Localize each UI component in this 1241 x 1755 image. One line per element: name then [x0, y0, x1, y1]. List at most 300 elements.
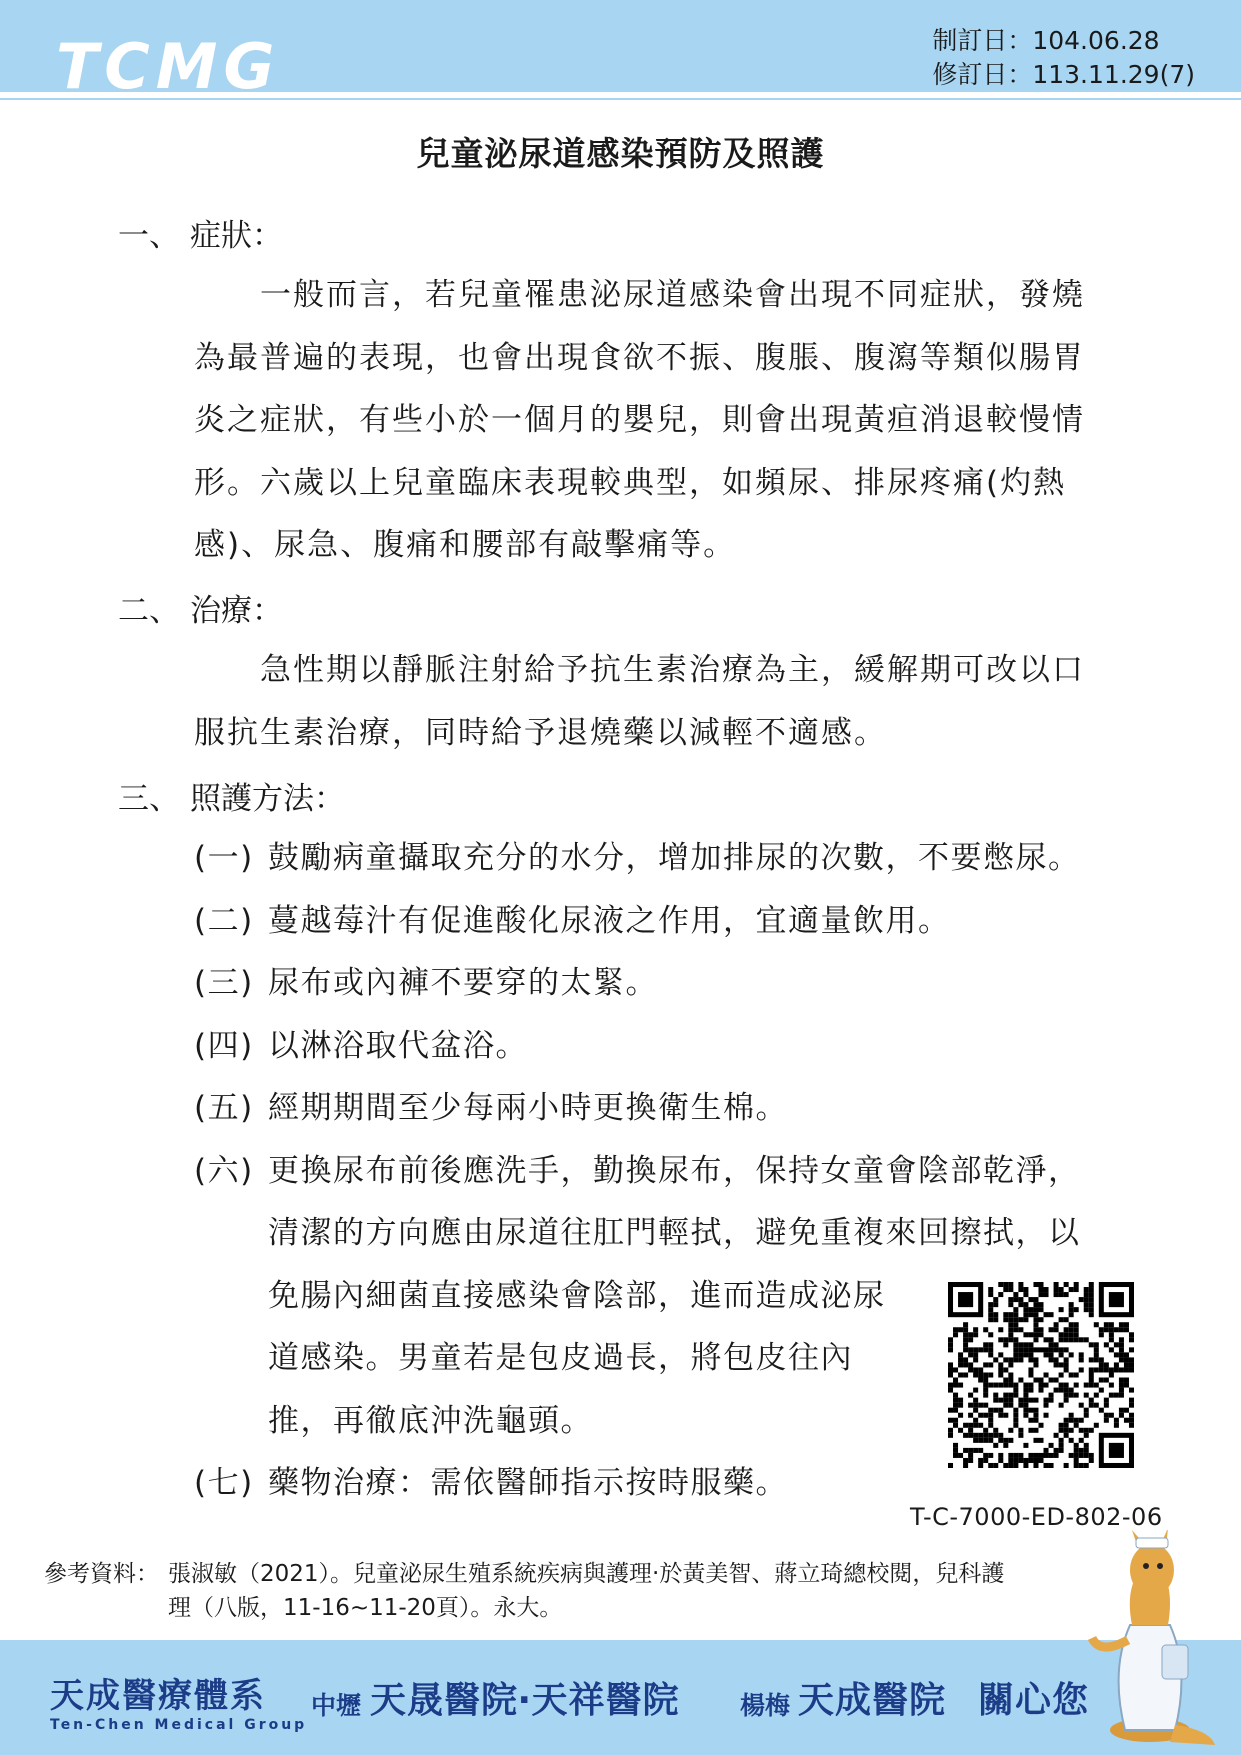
qr-module [973, 1448, 978, 1453]
qr-module [973, 1352, 978, 1357]
qr-module [1114, 1352, 1119, 1357]
qr-module [1119, 1367, 1124, 1372]
qr-module [998, 1352, 1003, 1357]
qr-module [1018, 1297, 1023, 1302]
qr-module [1028, 1357, 1033, 1362]
qr-module [1079, 1352, 1084, 1357]
qr-module [1109, 1322, 1114, 1327]
qr-module [1094, 1367, 1099, 1372]
qr-module [988, 1312, 993, 1317]
qr-module [1069, 1287, 1074, 1292]
qr-module [1018, 1327, 1023, 1332]
qr-module [973, 1327, 978, 1332]
qr-module [1124, 1327, 1129, 1332]
qr-module [983, 1372, 988, 1377]
qr-module [1074, 1307, 1079, 1312]
qr-module [1003, 1342, 1008, 1347]
list-item-text: 蔓越莓汁有促進酸化尿液之作用，宜適量飲用。 [268, 902, 951, 939]
qr-module [1028, 1418, 1033, 1423]
qr-module [1114, 1342, 1119, 1347]
qr-module [983, 1327, 988, 1332]
qr-module [1059, 1438, 1064, 1443]
qr-module [1038, 1317, 1043, 1322]
qr-module [1084, 1408, 1089, 1413]
qr-module [1049, 1312, 1054, 1317]
qr-module [1104, 1362, 1109, 1367]
qr-module [1013, 1317, 1018, 1322]
page-title: 兒童泌尿道感染預防及照護 [416, 134, 825, 173]
qr-module [1028, 1383, 1033, 1388]
qr-module [1079, 1403, 1084, 1408]
qr-module [978, 1367, 983, 1372]
qr-module [1003, 1367, 1008, 1372]
qr-module [1109, 1367, 1114, 1372]
qr-module [968, 1393, 973, 1398]
qr-module [1059, 1383, 1064, 1388]
qr-module [1028, 1408, 1033, 1413]
qr-module [1114, 1423, 1119, 1428]
list-item-text: 尿布或內褲不要穿的太緊。 [268, 965, 658, 1001]
qr-module [1129, 1332, 1134, 1337]
qr-module [1089, 1453, 1094, 1458]
qr-module [1044, 1448, 1049, 1453]
qr-module [1013, 1393, 1018, 1398]
list-marker: (五) [194, 1090, 254, 1126]
qr-module [1059, 1372, 1064, 1377]
qr-module [1018, 1453, 1023, 1458]
qr-module [948, 1408, 953, 1413]
qr-module [1049, 1347, 1054, 1352]
qr-module [1069, 1332, 1074, 1337]
qr-module [973, 1408, 978, 1413]
list-item-line: 道感染。男童若是包皮過長，將包皮往內 [268, 1340, 853, 1376]
list-marker: (二) [194, 902, 254, 939]
qr-module [1074, 1332, 1079, 1337]
qr-module [948, 1388, 953, 1393]
qr-module [1023, 1458, 1028, 1463]
qr-module [1084, 1337, 1089, 1342]
qr-module [1119, 1408, 1124, 1413]
qr-module [1023, 1393, 1028, 1398]
qr-module [1033, 1362, 1038, 1367]
paragraph-line: 炎之症狀，有些小於一個月的嬰兒，則會出現黃疸消退較慢情 [194, 402, 1085, 438]
qr-module [1044, 1383, 1049, 1388]
qr-module [988, 1332, 993, 1337]
qr-module [1059, 1403, 1064, 1408]
qr-module [1013, 1352, 1018, 1357]
qr-module [1084, 1443, 1089, 1448]
qr-module [1064, 1433, 1069, 1438]
qr-module [983, 1388, 988, 1393]
qr-module [978, 1463, 983, 1468]
qr-module [1038, 1453, 1043, 1458]
qr-module [1018, 1347, 1023, 1352]
qr-module [1044, 1287, 1049, 1292]
qr-module [1109, 1347, 1114, 1352]
qr-module [1064, 1388, 1069, 1393]
qr-module [953, 1453, 958, 1458]
qr-module [978, 1372, 983, 1377]
qr-module [958, 1357, 963, 1362]
qr-module [1008, 1332, 1013, 1337]
qr-module [968, 1453, 973, 1458]
qr-module [968, 1347, 973, 1352]
qr-module [1114, 1362, 1119, 1367]
qr-module [973, 1398, 978, 1403]
qr-module [1013, 1347, 1018, 1352]
qr-module [1049, 1337, 1054, 1342]
qr-module [1119, 1357, 1124, 1362]
qr-module [1079, 1337, 1084, 1342]
qr-module [1028, 1372, 1033, 1377]
location-zhongli: 中壢 [311, 1691, 362, 1720]
qr-module [993, 1357, 998, 1362]
qr-module [1114, 1393, 1119, 1398]
qr-module [1054, 1327, 1059, 1332]
qr-module [968, 1403, 973, 1408]
qr-module [998, 1408, 1003, 1413]
qr-module [1038, 1327, 1043, 1332]
qr-module [1074, 1322, 1079, 1327]
qr-module [1018, 1378, 1023, 1383]
qr-module [998, 1453, 1003, 1458]
qr-module [1003, 1438, 1008, 1443]
list-marker: (一) [194, 840, 254, 876]
qr-module [1038, 1423, 1043, 1428]
qr-module [1033, 1307, 1038, 1312]
qr-module [968, 1433, 973, 1438]
qr-module [1028, 1342, 1033, 1347]
qr-module [963, 1372, 968, 1377]
qr-module [973, 1438, 978, 1443]
qr-module [1054, 1433, 1059, 1438]
qr-module [988, 1453, 993, 1458]
qr-module [1008, 1403, 1013, 1408]
qr-module [1069, 1453, 1074, 1458]
list-marker: (四) [194, 1027, 254, 1064]
qr-module [993, 1383, 998, 1388]
qr-module [1008, 1302, 1013, 1307]
list-item-line: 免腸內細菌直接感染會陰部，進而造成泌尿 [268, 1277, 886, 1314]
qr-module [963, 1423, 968, 1428]
qr-module [1094, 1393, 1099, 1398]
qr-module [1018, 1433, 1023, 1438]
qr-module [963, 1463, 968, 1468]
qr-module [1089, 1398, 1094, 1403]
qr-module [948, 1342, 953, 1347]
qr-module [1084, 1307, 1089, 1312]
footer-group-logo [50, 1668, 307, 1733]
qr-module [1064, 1398, 1069, 1403]
qr-module [1064, 1317, 1069, 1322]
qr-module [993, 1317, 998, 1322]
qr-module [998, 1433, 1003, 1438]
qr-module [1013, 1327, 1018, 1332]
qr-module [1033, 1332, 1038, 1337]
qr-module [1044, 1347, 1049, 1352]
qr-module [988, 1362, 993, 1367]
list-item-text: 藥物治療：需依醫師指示按時服藥。 [268, 1465, 788, 1501]
qr-module [973, 1403, 978, 1408]
qr-module [998, 1282, 1003, 1287]
qr-module [1028, 1388, 1033, 1393]
qr-module [1003, 1337, 1008, 1342]
qr-module [1033, 1312, 1038, 1317]
qr-module [963, 1448, 968, 1453]
qr-module [1104, 1322, 1109, 1327]
qr-module [1003, 1287, 1008, 1292]
qr-module [1049, 1463, 1054, 1468]
qr-module [973, 1372, 978, 1377]
qr-module [988, 1423, 993, 1428]
qr-module [988, 1292, 993, 1297]
qr-module [1018, 1352, 1023, 1357]
qr-module [1094, 1383, 1099, 1388]
qr-module [948, 1347, 953, 1352]
qr-module [1089, 1282, 1094, 1287]
qr-module [1099, 1327, 1104, 1332]
qr-module [1044, 1413, 1049, 1418]
qr-module [993, 1297, 998, 1302]
qr-module [988, 1352, 993, 1357]
qr-code-id: T-C-7000-ED-802-06 [910, 1503, 1163, 1531]
qr-module [958, 1413, 963, 1418]
qr-module [988, 1463, 993, 1468]
qr-module [1044, 1337, 1049, 1342]
qr-module [1094, 1342, 1099, 1347]
created-date-row [932, 24, 1195, 58]
qr-module [993, 1443, 998, 1448]
qr-module [1074, 1418, 1079, 1423]
section-number: 二、 [118, 593, 180, 629]
qr-module [1089, 1342, 1094, 1347]
qr-module [1018, 1317, 1023, 1322]
qr-module [1033, 1398, 1038, 1403]
qr-module [1124, 1408, 1129, 1413]
qr-module [1008, 1428, 1013, 1433]
qr-module [1069, 1337, 1074, 1342]
qr-module [1023, 1287, 1028, 1292]
qr-module [1099, 1362, 1104, 1367]
qr-module [1069, 1352, 1074, 1357]
qr-module [1013, 1413, 1018, 1418]
qr-module [993, 1312, 998, 1317]
qr-module [1033, 1458, 1038, 1463]
qr-module [1054, 1342, 1059, 1347]
paragraph-line: 急性期以靜脈注射給予抗生素治療為主，緩解期可改以口 [260, 652, 1085, 688]
qr-module [968, 1332, 973, 1337]
qr-module [1013, 1423, 1018, 1428]
qr-module [1129, 1413, 1134, 1418]
qr-module [953, 1327, 958, 1332]
qr-module [1129, 1388, 1134, 1393]
qr-module [953, 1403, 958, 1408]
qr-module [1008, 1327, 1013, 1332]
qr-module [1023, 1302, 1028, 1307]
qr-module [958, 1398, 963, 1403]
qr-module [1013, 1418, 1018, 1423]
qr-module [1033, 1378, 1038, 1383]
qr-module [963, 1342, 968, 1347]
qr-module [968, 1458, 973, 1463]
tcmg-logo: TCMG [56, 30, 281, 103]
qr-module [953, 1332, 958, 1337]
qr-module [1008, 1312, 1013, 1317]
qr-module [1018, 1428, 1023, 1433]
qr-module [1069, 1438, 1074, 1443]
qr-module [1038, 1302, 1043, 1307]
qr-module [1023, 1352, 1028, 1357]
qr-module [1008, 1357, 1013, 1362]
qr-module [1054, 1287, 1059, 1292]
qr-module [978, 1433, 983, 1438]
slogan: 關心您 [978, 1680, 1090, 1721]
symptoms-paragraph [194, 264, 1104, 577]
qr-module [993, 1398, 998, 1403]
qr-module [1064, 1463, 1069, 1468]
qr-module [1129, 1418, 1134, 1423]
qr-module [1064, 1383, 1069, 1388]
qr-module [1023, 1347, 1028, 1352]
qr-module [1064, 1423, 1069, 1428]
qr-module [1028, 1398, 1033, 1403]
qr-module [1129, 1423, 1134, 1428]
qr-module [1074, 1423, 1079, 1428]
qr-module [1119, 1352, 1124, 1357]
qr-module [1013, 1297, 1018, 1302]
qr-module [1069, 1302, 1074, 1307]
qr-module [968, 1413, 973, 1418]
qr-module [963, 1458, 968, 1463]
qr-module [983, 1383, 988, 1388]
kangaroo-mascot-icon [1070, 1530, 1220, 1755]
qr-module [1008, 1393, 1013, 1398]
qr-module [1084, 1413, 1089, 1418]
qr-module [1129, 1357, 1134, 1362]
qr-module [1124, 1352, 1129, 1357]
qr-module [1049, 1342, 1054, 1347]
qr-module [953, 1378, 958, 1383]
qr-module [1008, 1372, 1013, 1377]
list-item [194, 890, 1134, 953]
qr-module [1023, 1443, 1028, 1448]
qr-module [1069, 1388, 1074, 1393]
qr-module [1079, 1438, 1084, 1443]
qr-module [1064, 1347, 1069, 1352]
qr-module [1069, 1393, 1074, 1398]
qr-module [953, 1418, 958, 1423]
qr-module [1124, 1357, 1129, 1362]
qr-module [1064, 1393, 1069, 1398]
qr-module [1099, 1388, 1104, 1393]
qr-module [958, 1327, 963, 1332]
qr-module [1038, 1307, 1043, 1312]
qr-module [1013, 1357, 1018, 1362]
qr-module [983, 1362, 988, 1367]
qr-module [1013, 1337, 1018, 1342]
qr-module [1049, 1398, 1054, 1403]
qr-module [1008, 1453, 1013, 1458]
qr-module [1013, 1383, 1018, 1388]
qr-module [983, 1458, 988, 1463]
qr-module [1074, 1282, 1079, 1287]
qr-module [1044, 1292, 1049, 1297]
qr-module [1069, 1312, 1074, 1317]
qr-module [1018, 1287, 1023, 1292]
qr-module [1064, 1337, 1069, 1342]
qr-module [1018, 1302, 1023, 1307]
qr-module [1129, 1398, 1134, 1403]
qr-module [968, 1428, 973, 1433]
qr-module [1013, 1388, 1018, 1393]
qr-module [953, 1367, 958, 1372]
qr-module [1114, 1327, 1119, 1332]
qr-module [1033, 1357, 1038, 1362]
qr-module [983, 1438, 988, 1443]
qr-module [1049, 1357, 1054, 1362]
qr-module [1018, 1403, 1023, 1408]
qr-module [983, 1393, 988, 1398]
qr-module [1074, 1458, 1079, 1463]
qr-module [1119, 1347, 1124, 1352]
qr-module [1033, 1413, 1038, 1418]
qr-module [1119, 1383, 1124, 1388]
qr-module [1049, 1327, 1054, 1332]
qr-module [1104, 1413, 1109, 1418]
qr-module [1038, 1458, 1043, 1463]
qr-module [1084, 1453, 1089, 1458]
qr-module [1033, 1463, 1038, 1468]
qr-module [1054, 1388, 1059, 1393]
qr-module [1079, 1357, 1084, 1362]
qr-module [1023, 1408, 1028, 1413]
list-item-text: 鼓勵病童攝取充分的水分，增加排尿的次數，不要憋尿。 [268, 840, 1081, 876]
qr-module [1038, 1378, 1043, 1383]
qr-module [1054, 1453, 1059, 1458]
qr-module [1054, 1362, 1059, 1367]
qr-module [1003, 1463, 1008, 1468]
qr-module [968, 1367, 973, 1372]
qr-module [1033, 1302, 1038, 1307]
qr-module [1008, 1458, 1013, 1463]
section-number: 三、 [118, 781, 180, 817]
qr-module [1059, 1428, 1064, 1433]
qr-module [1089, 1428, 1094, 1433]
qr-module [1069, 1418, 1074, 1423]
qr-module [1038, 1383, 1043, 1388]
qr-module [1038, 1282, 1043, 1287]
qr-module [998, 1458, 1003, 1463]
qr-module [1064, 1292, 1069, 1297]
qr-module [1038, 1438, 1043, 1443]
qr-module [1084, 1463, 1089, 1468]
qr-module [1104, 1403, 1109, 1408]
qr-module [983, 1413, 988, 1418]
qr-module [1059, 1317, 1064, 1322]
qr-module [1054, 1357, 1059, 1362]
qr-module [1084, 1292, 1089, 1297]
qr-code[interactable] [948, 1282, 1134, 1468]
qr-module [1124, 1383, 1129, 1388]
qr-module [988, 1413, 993, 1418]
qr-module [1023, 1307, 1028, 1312]
qr-module [1094, 1347, 1099, 1352]
qr-module [958, 1383, 963, 1388]
qr-module [1064, 1357, 1069, 1362]
qr-module [1094, 1352, 1099, 1357]
qr-module [1109, 1393, 1114, 1398]
qr-module [1008, 1317, 1013, 1322]
